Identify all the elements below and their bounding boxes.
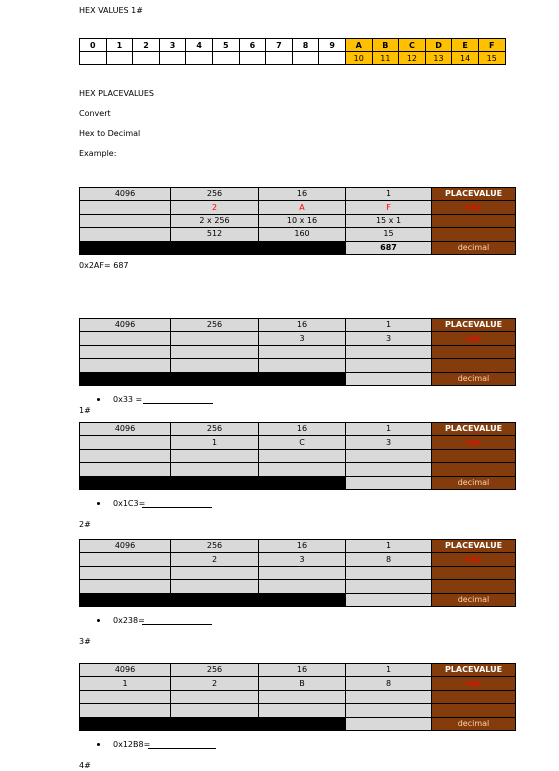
hex-digit-cell: 7 (266, 39, 293, 52)
hex-value-cell (266, 52, 293, 65)
black-bar (80, 717, 346, 730)
work-cell (346, 463, 432, 476)
bullet-point (97, 398, 100, 401)
work-cell (259, 463, 346, 476)
work-cell (80, 566, 171, 579)
placevalue-label: PLACEVALUE (432, 319, 516, 332)
intro-convert: Convert (79, 109, 111, 118)
example-result-cell: 15 (346, 228, 432, 241)
exercise-digit-cell: 2 (171, 553, 259, 566)
hex-digit-cell: 2 (133, 39, 160, 52)
example-product-cell: 15 x 1 (346, 214, 432, 227)
header-4096: 4096 (80, 319, 171, 332)
brown-cell (432, 690, 516, 703)
header-1: 1 (346, 664, 432, 677)
work-cell (171, 463, 259, 476)
decimal-label: decimal (432, 717, 516, 730)
section-heading: HEX PLACEVALUES (79, 89, 155, 98)
header-16: 16 (259, 319, 346, 332)
exercise-digit-cell: B (259, 677, 346, 690)
answer-cell (346, 372, 432, 385)
exercise-digit-cell: 3 (259, 332, 346, 345)
work-cell (80, 704, 171, 717)
work-cell (80, 690, 171, 703)
hex-value-cell (133, 52, 160, 65)
example-digit-cell (80, 201, 171, 214)
brown-cell (432, 463, 516, 476)
header-1: 1 (346, 188, 432, 201)
exercise-digit-cell (80, 332, 171, 345)
hex-label: hex (432, 436, 516, 449)
work-cell (259, 690, 346, 703)
header-4096: 4096 (80, 188, 171, 201)
work-cell (171, 704, 259, 717)
work-cell (171, 359, 259, 372)
hex-label: hex (432, 677, 516, 690)
brown-cell (432, 359, 516, 372)
example-result-cell (80, 228, 171, 241)
example-table (79, 187, 516, 255)
hex-value-cell: 13 (425, 52, 452, 65)
hex-digit-cell: D (425, 39, 452, 52)
decimal-label: decimal (432, 372, 516, 385)
work-cell (259, 449, 346, 462)
hex-digit-cell: F (478, 39, 505, 52)
exercise-number: 1# (79, 406, 91, 415)
header-256: 256 (171, 188, 259, 201)
hex-digit-cell: E (452, 39, 479, 52)
hex-value-cell: 15 (478, 52, 505, 65)
brown-cell (432, 704, 516, 717)
answer-blank[interactable] (143, 403, 213, 404)
black-bar (80, 476, 346, 489)
example-total: 687 (346, 241, 432, 254)
hex-value-cell: 10 (345, 52, 372, 65)
work-cell (259, 704, 346, 717)
example-digit-cell: A (259, 201, 346, 214)
brown-cell (432, 228, 516, 241)
work-cell (80, 580, 171, 593)
work-cell (171, 690, 259, 703)
hex-value-cell: 14 (452, 52, 479, 65)
brown-cell (432, 580, 516, 593)
example-digit-cell: 2 (171, 201, 259, 214)
work-cell (80, 359, 171, 372)
exercise-digit-cell (80, 553, 171, 566)
decimal-label: decimal (432, 241, 516, 254)
placevalue-label: PLACEVALUE (432, 423, 516, 436)
exercise-prompt: 0x238= (113, 616, 145, 625)
header-1: 1 (346, 423, 432, 436)
work-cell (80, 463, 171, 476)
placevalue-label: PLACEVALUE (432, 664, 516, 677)
hex-digit-cell: C (399, 39, 426, 52)
bullet-point (97, 743, 100, 746)
work-cell (171, 449, 259, 462)
hex-digit-cell: 8 (292, 39, 319, 52)
exercise-digit-cell: 1 (80, 677, 171, 690)
intro-hex-to-decimal: Hex to Decimal (79, 129, 141, 138)
hex-value-cell (159, 52, 186, 65)
exercise-digit-cell (171, 332, 259, 345)
work-cell (346, 704, 432, 717)
exercise-prompt: 0x12B8= (113, 740, 151, 749)
hex-digit-row (80, 39, 506, 52)
header-256: 256 (171, 540, 259, 553)
hex-label: hex (432, 332, 516, 345)
header-1: 1 (346, 319, 432, 332)
hex-digit-cell: A (345, 39, 372, 52)
brown-cell (432, 566, 516, 579)
work-cell (171, 566, 259, 579)
exercise-digit-cell: 1 (171, 436, 259, 449)
hex-value-cell (80, 52, 107, 65)
header-4096: 4096 (80, 423, 171, 436)
exercise-digit-cell: C (259, 436, 346, 449)
decimal-label: decimal (432, 476, 516, 489)
example-product-cell (80, 214, 171, 227)
example-product-cell: 10 x 16 (259, 214, 346, 227)
work-cell (171, 580, 259, 593)
example-caption: 0x2AF= 687 (79, 261, 129, 270)
answer-blank[interactable] (142, 507, 212, 508)
header-4096: 4096 (80, 540, 171, 553)
exercise-digit-cell: 8 (346, 553, 432, 566)
brown-cell (432, 214, 516, 227)
work-cell (80, 449, 171, 462)
answer-cell (346, 717, 432, 730)
exercise-table (79, 539, 516, 607)
exercise-digit-cell: 3 (346, 436, 432, 449)
exercise-number: 3# (79, 637, 91, 646)
placevalue-label: PLACEVALUE (432, 540, 516, 553)
exercise-table (79, 663, 516, 731)
header-16: 16 (259, 423, 346, 436)
exercise-prompt: 0x1C3= (113, 499, 146, 508)
hex-value-row (80, 52, 506, 65)
hex-value-cell (239, 52, 266, 65)
hex-value-cell (292, 52, 319, 65)
hex-digit-cell: 3 (159, 39, 186, 52)
brown-cell (432, 345, 516, 358)
decimal-label: decimal (432, 593, 516, 606)
answer-blank[interactable] (142, 624, 212, 625)
header-16: 16 (259, 540, 346, 553)
hex-value-cell (186, 52, 213, 65)
work-cell (346, 345, 432, 358)
placevalue-label: PLACEVALUE (432, 188, 516, 201)
hex-digit-cell: B (372, 39, 399, 52)
brown-cell (432, 449, 516, 462)
work-cell (346, 566, 432, 579)
hex-value-cell (319, 52, 346, 65)
exercise-table (79, 422, 516, 490)
exercise-digit-cell: 3 (259, 553, 346, 566)
black-bar (80, 593, 346, 606)
answer-cell (346, 476, 432, 489)
black-bar (80, 372, 346, 385)
example-digit-cell: F (346, 201, 432, 214)
exercise-digit-cell: 2 (171, 677, 259, 690)
bullet-point (97, 619, 100, 622)
exercise-number: 4# (79, 761, 91, 770)
hex-digit-cell: 6 (239, 39, 266, 52)
header-256: 256 (171, 664, 259, 677)
hex-digit-cell: 4 (186, 39, 213, 52)
answer-cell (346, 593, 432, 606)
page-title: HEX VALUES 1# (79, 6, 143, 15)
hex-value-cell (212, 52, 239, 65)
work-cell (346, 580, 432, 593)
work-cell (346, 359, 432, 372)
hex-value-cell: 12 (399, 52, 426, 65)
example-product-cell: 2 x 256 (171, 214, 259, 227)
intro-example: Example: (79, 149, 117, 158)
hex-digit-cell: 0 (80, 39, 107, 52)
header-1: 1 (346, 540, 432, 553)
example-result-cell: 160 (259, 228, 346, 241)
hex-digit-cell: 1 (106, 39, 133, 52)
work-cell (80, 345, 171, 358)
answer-blank[interactable] (148, 748, 216, 749)
header-256: 256 (171, 319, 259, 332)
exercise-digit-cell: 3 (346, 332, 432, 345)
black-bar (80, 241, 346, 254)
exercise-prompt: 0x33 = (113, 395, 143, 404)
hex-label: hex (432, 201, 516, 214)
hex-digit-cell: 5 (212, 39, 239, 52)
work-cell (259, 359, 346, 372)
header-4096: 4096 (80, 664, 171, 677)
work-cell (346, 449, 432, 462)
exercise-number: 2# (79, 520, 91, 529)
example-result-cell: 512 (171, 228, 259, 241)
hex-label: hex (432, 553, 516, 566)
exercise-digit-cell: 8 (346, 677, 432, 690)
hex-value-cell (106, 52, 133, 65)
bullet-point (97, 502, 100, 505)
work-cell (259, 580, 346, 593)
exercise-table (79, 318, 516, 386)
work-cell (346, 690, 432, 703)
header-16: 16 (259, 188, 346, 201)
header-256: 256 (171, 423, 259, 436)
hex-digit-cell: 9 (319, 39, 346, 52)
work-cell (259, 345, 346, 358)
work-cell (171, 345, 259, 358)
exercise-digit-cell (80, 436, 171, 449)
hex-value-cell: 11 (372, 52, 399, 65)
header-16: 16 (259, 664, 346, 677)
hex-values-table (79, 38, 506, 65)
work-cell (259, 566, 346, 579)
